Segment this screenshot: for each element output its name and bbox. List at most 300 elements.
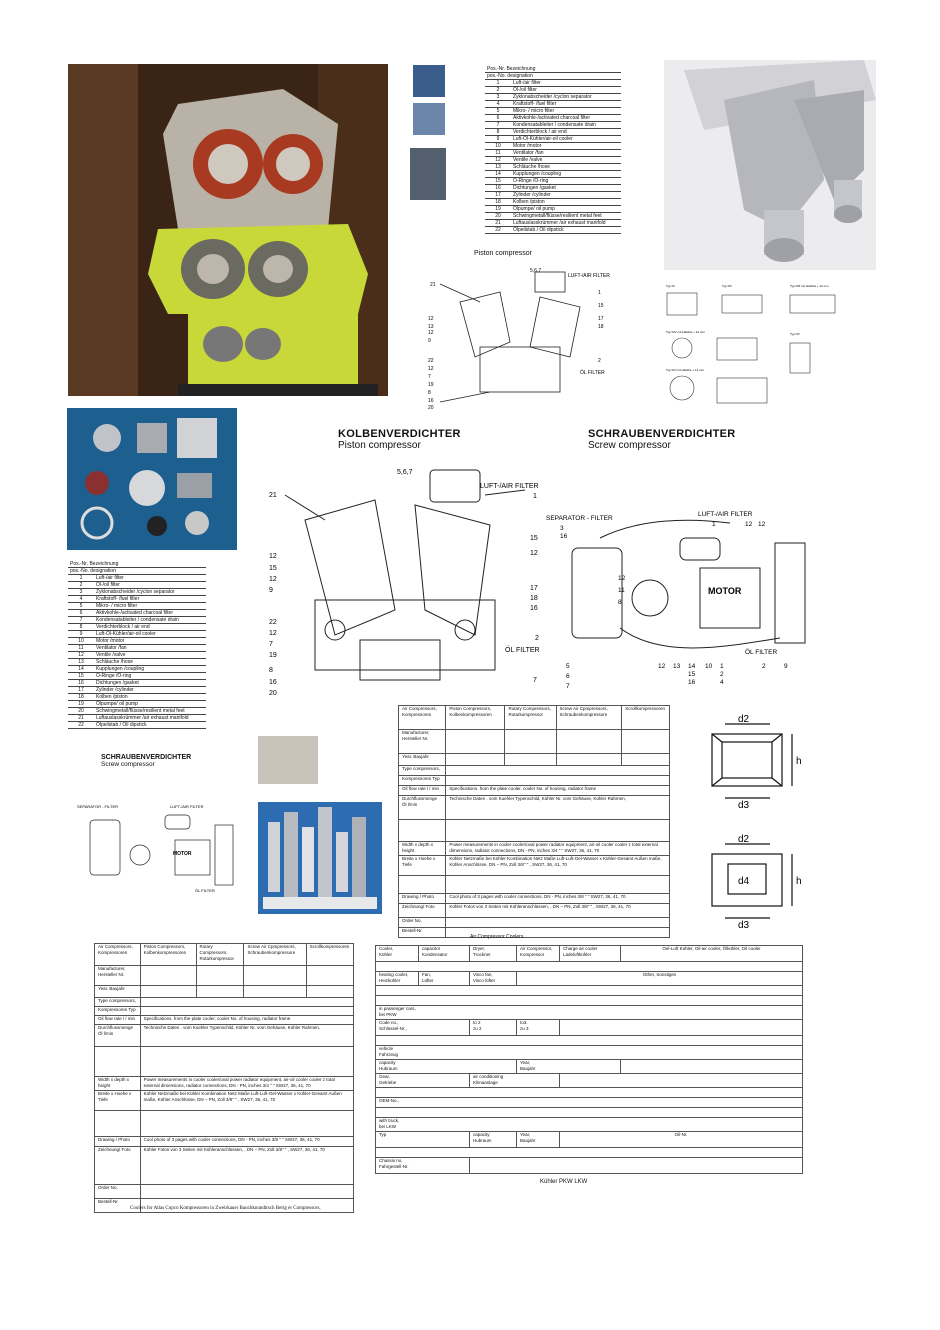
parts-top-row: [485, 122, 621, 129]
parts-top-designation: Mikro- / micro filter: [511, 108, 621, 115]
cf-capacity2: capacity: [473, 1132, 490, 1137]
parts-top-designation: Motor /motor: [511, 143, 621, 150]
kolben-label-1: 1: [533, 493, 537, 500]
parts-left-row: [68, 708, 206, 715]
schraub-small-motor: MOTOR: [173, 851, 192, 857]
ring2-d3: d3: [738, 920, 750, 931]
schraub-label-b1: 1: [720, 663, 724, 670]
bform-oilflow: Oil flow rate l / min: [95, 1016, 141, 1025]
parts-top-pos: 4: [485, 101, 511, 108]
cf-vehicle: vehicle: [379, 1046, 394, 1051]
cf-gear: Gear,: [379, 1074, 391, 1079]
parts-top-designation: Dichtungen /gasket: [511, 185, 621, 192]
bform-oilflow-spec: Specifications. from the plate cooler, cooler No. of housing, radiator frame: [140, 1016, 353, 1025]
parts-left-designation: Kondensatableiter / condensate drain: [94, 617, 206, 624]
kolben-label-airfilter: LUFT-/AIR FILTER: [480, 483, 539, 490]
bform-manufacturer: Manufacturer, Hersteller Nr.: [95, 966, 141, 986]
filter-cartridges-photo-1: [258, 736, 318, 784]
parts-top-row: [485, 136, 621, 143]
bform-order: Order No,: [95, 1185, 141, 1199]
schraub-small-oilfilter: ÖL FILTER: [195, 888, 215, 893]
cf-hubraum: Hubraum: [379, 1066, 398, 1071]
schraub-label-b4: 4: [720, 679, 724, 686]
bottom-left-caption: Coolers for Atlas Copco Kompressoren in Zweirkauer Bauchknundtrsch Berig er Compressors,: [130, 1206, 321, 1211]
filter-cartridges-photo-2: [258, 802, 382, 914]
filter-thumbnail-1: [413, 65, 445, 97]
form-oilflow-spec: Specifications. from the plate cooler, cooler No. of housing, radiator frame: [446, 786, 670, 796]
cf-viscoluefter: Visco lüfter: [473, 978, 496, 983]
parts-top-row: [485, 227, 621, 234]
svg-text:LUFT-/AIR FILTER: LUFT-/AIR FILTER: [568, 273, 610, 279]
cf-luefter: Lüfter: [422, 978, 434, 983]
schraub-label-oilfilter: ÖL FILTER: [745, 649, 778, 656]
cf-sonstiges: Sonstiges: [656, 972, 677, 977]
parts-top-row: [485, 115, 621, 122]
parts-top-row: [485, 150, 621, 157]
parts-left-designation: Ventilator /fan: [94, 645, 206, 652]
form-breite-spec: Kühler Netzmaße bei Kühler Kombination Netz Maße Luft-Luft-Oel-Wasser x Kühler-Gesamt Außen maße, Kühler Anschlüsse, DN – PN, Zoll 3/8" " , SW27, 36, 41, 70: [446, 856, 670, 876]
parts-left-row: [68, 575, 206, 582]
svg-text:17: 17: [598, 316, 604, 322]
compressor-housing-photo: [68, 64, 388, 396]
cf-truck: with truck,: [379, 1118, 400, 1123]
parts-top-pos: 13: [485, 164, 511, 171]
svg-text:21: 21: [430, 282, 436, 288]
parts-left-pos: 4: [68, 596, 94, 603]
form-width-spec: Power measurements in cooler cooler/oval power radiator equipment, air-oil cooler cooler z total external dimensions, radiator connections, DN - PN, inches 3/4 " " SW27, 36, 41, 70: [446, 842, 670, 856]
cf-hubraum2: Hubraum: [473, 1138, 492, 1143]
parts-left-designation: Ölpumpe/ oil pump: [94, 701, 206, 708]
parts-left-row: [68, 638, 206, 645]
parts-top-row: [485, 101, 621, 108]
form-width: Width x depth x height: [399, 842, 446, 856]
svg-text:12: 12: [428, 366, 434, 372]
bform-breite: Breite x Hoehe x Tiefe: [95, 1091, 141, 1111]
cf-visco: Visco fan,: [473, 972, 493, 977]
kolben-label-15: 15: [530, 535, 538, 542]
cf-dryer: Dryer,: [473, 946, 486, 951]
svg-text:2: 2: [598, 358, 601, 364]
cf-capacity: capacity: [379, 1060, 396, 1065]
svg-text:Typ DIII mit Halsfüs + 12 mm: Typ DIII mit Halsfüs + 12 mm: [790, 284, 829, 288]
svg-text:7: 7: [428, 374, 431, 380]
parts-top-row: [485, 129, 621, 136]
piston-compressor-small-title: Piston compressor: [474, 250, 532, 257]
parts-top-designation: O-Ringe /O-ring: [511, 178, 621, 185]
parts-left-row: [68, 722, 206, 729]
parts-top-designation: Ventilator /fan: [511, 150, 621, 157]
parts-left-pos: 3: [68, 589, 94, 596]
cf-to2: to 2: [473, 1020, 481, 1025]
ring-seal-drawing-1: [700, 712, 810, 812]
parts-left-pos: 12: [68, 652, 94, 659]
bform-width-spec: Power measurements in cooler cooler/oval power radiator equipment, air-oil cooler cooler z total external dimensions, radiator connections, DN - PN, inches 3/4 " " SW27, 36, 41, 70: [140, 1077, 353, 1091]
bform-durchfluss-spec: Technische Daten . vom Kuehler Typenschild, Kühler Nr. vom Gehäuse, Kühler Rahmen,: [140, 1025, 353, 1047]
parts-left-row: [68, 617, 206, 624]
parts-top-designation: Ventile /valve: [511, 157, 621, 164]
cf-kondensator: Kondensator: [422, 952, 448, 957]
form-zeichnung-spec: Kühler Fotos von 3 Seiten mit Kühleranschlüssen, , DN – PN, Zoll 3/8" " , SW27, 36, 41, 70: [446, 904, 670, 918]
parts-top-designation: Zylinder /cylinder: [511, 192, 621, 199]
parts-left-pos: 10: [68, 638, 94, 645]
schraub-label-5: 5: [566, 663, 570, 670]
parts-left-row: [68, 680, 206, 687]
svg-text:Typ DV mit Halsfüs + 12 mm: Typ DV mit Halsfüs + 12 mm: [666, 368, 705, 372]
parts-top-pos: 20: [485, 213, 511, 220]
form-col-screw: Screw Air Cpmpressors, Schraubenkompressore: [556, 706, 622, 730]
parts-top-designation: Öl-/oil filter: [511, 87, 621, 94]
parts-top-pos: 2: [485, 87, 511, 94]
bform-drawing-spec: Cool photo of 3 pages with cooler connections, DN - PN, inches 3/8 " " SW27, 36, 41, 70: [140, 1137, 353, 1147]
schraub-title: [588, 428, 736, 451]
parts-left-designation: Motor /motor: [94, 638, 206, 645]
schraub-label-airfilter: LUFT-/AIR FILTER: [698, 511, 753, 518]
ring1-d3: d3: [738, 800, 750, 811]
bform-type-de: Kompressoren Typ: [95, 1007, 141, 1016]
bform-zeichnung-spec: Kühler Fotos von 3 Seiten mit Kühleranschlüssen, , DN – PN, Zoll 3/8" " , SW27, 36, 41, 70: [140, 1147, 353, 1185]
schraub-label-2: 2: [762, 663, 766, 670]
svg-text:Typ DII: Typ DII: [722, 284, 732, 288]
form-durchfluss: Durchflussmenge Öl l/min: [399, 796, 446, 820]
parts-top-designation: Ölpeilstab / Oil dipstick: [511, 227, 621, 234]
schraub-label-9: 9: [784, 663, 788, 670]
form-year: Year, Baujahr: [399, 754, 446, 766]
parts-left-pos: 20: [68, 708, 94, 715]
schraub-small-title-de: SCHRAUBENVERDICHTER: [101, 754, 192, 761]
schraub-label-8: 8: [618, 599, 622, 606]
bform-zeichnung: Zeichnung/ Foto: [95, 1147, 141, 1185]
schraub-label-b16: 16: [688, 679, 696, 686]
cf-fan: Fan,: [422, 972, 432, 977]
schraub-label-b2: 2: [720, 671, 724, 678]
cf-oem: OEM-No.,: [376, 1098, 803, 1108]
bform-col-screw: Screw Air Cpmpressors, Schraubenkompressore: [244, 944, 306, 966]
parts-top-row: [485, 94, 621, 101]
kolben-label-2: 2: [535, 635, 539, 642]
parts-left-designation: Dichtungen /gasket: [94, 680, 206, 687]
svg-text:1: 1: [598, 290, 601, 296]
parts-top-designation: Luft-Öl-Kühler/air-oil cooler: [511, 136, 621, 143]
svg-text:20: 20: [428, 405, 434, 411]
parts-left-pos: 5: [68, 603, 94, 610]
screw-rotors-photo: [664, 60, 876, 270]
parts-top-designation: Aktivkohle-/activated charcoal filter: [511, 115, 621, 122]
form-breite: Breite x Hoehe x Tiefe: [399, 856, 446, 876]
parts-top-pos: 8: [485, 129, 511, 136]
parts-left-pos: 11: [68, 645, 94, 652]
parts-left-row: [68, 624, 206, 631]
parts-top-pos: 19: [485, 206, 511, 213]
ring2-h: h: [796, 876, 802, 887]
cf-year: Year,: [520, 1060, 531, 1065]
cf-other: Other,: [642, 972, 656, 977]
schraub-label-b15: 15: [688, 671, 696, 678]
schraub-label-b10: 10: [705, 663, 713, 670]
parts-left-pos: 9: [68, 631, 94, 638]
parts-left-pos: 21: [68, 715, 94, 722]
kolben-label-7b: 7: [533, 677, 537, 684]
schraub-label-motor: MOTOR: [708, 586, 742, 596]
kolben-label-12c: 12: [530, 550, 538, 557]
spec-form-bottom: [94, 943, 354, 1213]
parts-top-row: [485, 157, 621, 164]
cf-typ: Typ: [376, 1132, 470, 1148]
cf-heating: heating cooler,: [379, 972, 409, 977]
parts-top-pos: 6: [485, 115, 511, 122]
parts-top-pos: 1: [485, 80, 511, 87]
parts-left-row: [68, 666, 206, 673]
parts-top-pos: 18: [485, 199, 511, 206]
parts-left-pos: 16: [68, 680, 94, 687]
parts-left-designation: Schwingmetall/flüsse/resilient metal feet: [94, 708, 206, 715]
compressor-parts-photo: [67, 408, 237, 550]
schraub-title-en: Screw compressor: [588, 440, 671, 451]
schraub-small-title: [101, 754, 191, 768]
parts-top-row: [485, 192, 621, 199]
parts-left-pos: 15: [68, 673, 94, 680]
parts-top-pos: 12: [485, 157, 511, 164]
cf-pkw: bei PKW: [379, 1012, 397, 1017]
cf-passenger: in passenger cars,: [379, 1006, 416, 1011]
parts-top-row: [485, 164, 621, 171]
cooler-form-title: Air Compressor Coolers: [470, 934, 524, 940]
form-drawing-spec: Cool photo of 3 pages with cooler connections, DN - PN, inches 3/8 " " SW27, 36, 41, 70: [446, 894, 670, 904]
parts-top-designation: Zyklonabscheider /cyclon separator: [511, 94, 621, 101]
svg-text:15: 15: [598, 303, 604, 309]
form-bestell: Bestell-Nr.: [399, 928, 446, 938]
bform-bestell: Bestell-Nr.: [95, 1199, 141, 1213]
parts-left-row: [68, 610, 206, 617]
cf-heizkuehler: Heizkühler: [379, 978, 401, 983]
ring2-d4: d4: [738, 876, 750, 887]
parts-top-pos: 5: [485, 108, 511, 115]
schraub-label-b14: 14: [688, 663, 696, 670]
form-col-piston: Piston Compressors, Kolbenkompressoren: [446, 706, 505, 730]
schraub-label-1: 1: [712, 521, 716, 528]
cf-ladeluft: Ladeluftkühler: [563, 952, 592, 957]
schraub-label-12a: 12: [745, 521, 753, 528]
parts-left-designation: Zyklonabscheider /cyclon separator: [94, 589, 206, 596]
parts-left-designation: Luft-/air filter: [94, 575, 206, 582]
parts-left-pos: 13: [68, 659, 94, 666]
cf-zu3: zu 3: [520, 1026, 529, 1031]
seal-ring-technical-drawings: [662, 283, 882, 413]
parts-left-designation: Kraftstoff- /fuel filter: [94, 596, 206, 603]
kolben-title-en: Piston compressor: [338, 440, 421, 451]
parts-top-row: [485, 199, 621, 206]
parts-top-designation: Verdichterblock / air end: [511, 129, 621, 136]
kolben-label-12b: 12: [269, 576, 277, 583]
bform-col-rotary: Rotary Compressors, Rotarkompressor: [196, 944, 244, 966]
schraub-label-12c: 12: [618, 575, 626, 582]
parts-left-row: [68, 694, 206, 701]
cf-trockner: Trockner: [473, 952, 491, 957]
parts-left-row: [68, 659, 206, 666]
parts-left-designation: Öl-/oil filter: [94, 582, 206, 589]
parts-left-pos: 22: [68, 722, 94, 729]
piston-compressor-small-drawing: [420, 262, 620, 412]
parts-top-designation: Ölpumpe/ oil pump: [511, 206, 621, 213]
schraub-label-b13: 13: [673, 663, 681, 670]
parts-left-row: [68, 589, 206, 596]
cf-cooler: Cooler,: [379, 946, 394, 951]
form-col-scroll: Scrollkompressoren: [622, 706, 670, 730]
schraub-label-3: 3: [560, 525, 564, 532]
svg-text:ÖL FILTER: ÖL FILTER: [580, 370, 605, 376]
kolben-label-12a: 12: [269, 553, 277, 560]
kolben-label-20: 20: [269, 690, 277, 697]
parts-top-row: [485, 220, 621, 227]
parts-top-pos: 14: [485, 171, 511, 178]
parts-top-pos: 7: [485, 122, 511, 129]
form-durchfluss-spec: Technische Daten . vom Kuehler Typenschild, Kühler Nr. vom Gehäuse, Kühler Rahmen,: [446, 796, 670, 820]
schraub-label-7: 7: [566, 683, 570, 690]
parts-left-row: [68, 582, 206, 589]
cf-fahrzeug: Fahrzeug: [379, 1052, 399, 1057]
parts-left-designation: O-Ringe /O-ring: [94, 673, 206, 680]
form-col-rotary: Rotary Compressors, Rotarkompressor: [505, 706, 556, 730]
cf-to3: to3.: [520, 1020, 528, 1025]
parts-top-row: [485, 178, 621, 185]
parts-top-pos: 3: [485, 94, 511, 101]
kolben-label-12d: 12: [269, 630, 277, 637]
cf-aircon: air conditioning: [473, 1074, 504, 1079]
parts-top-designation: Schwingmetall/flüsse/resilient metal feet: [511, 213, 621, 220]
bform-year: Year, Baujahr: [95, 986, 141, 998]
schraub-title-de: SCHRAUBENVERDICHTER: [588, 428, 736, 440]
ring2-d2: d2: [738, 834, 750, 845]
cf-kompressor: Kompressor: [520, 952, 545, 957]
parts-header-en: pos.-No. designation: [485, 73, 621, 80]
parts-left-pos: 2: [68, 582, 94, 589]
bform-durchfluss: Durchflussmenge Öl l/min: [95, 1025, 141, 1047]
cf-getriebe: Getriebe: [379, 1080, 397, 1085]
parts-left-row: [68, 673, 206, 680]
schraub-small-separator: SEPARATOR - FILTER: [77, 804, 119, 809]
parts-left-row: [68, 652, 206, 659]
form-oilflow: Oil flow rate l / min: [399, 786, 446, 796]
schraub-small-title-en: Screw compressor: [101, 761, 155, 768]
cf-schluessel: Schlüssel-Nr.,: [379, 1026, 407, 1031]
bform-type: Type compressors,: [95, 998, 141, 1007]
ring-seal-drawing-2: [700, 832, 810, 932]
svg-text:18: 18: [598, 324, 604, 330]
kolben-label-16: 16: [269, 679, 277, 686]
parts-top-designation: Kraftstoff- /fuel filter: [511, 101, 621, 108]
form-type-de: Kompressoren Typ: [399, 776, 446, 786]
schraub-small-airfilter: LUFT-/AIR FILTER: [170, 804, 204, 809]
cooler-form: [375, 945, 803, 1174]
cf-kuehler: Kühler: [379, 952, 393, 957]
parts-top-pos: 9: [485, 136, 511, 143]
svg-text:5,6,7: 5,6,7: [530, 268, 542, 274]
parts-top-pos: 16: [485, 185, 511, 192]
parts-left-designation: Verdichterblock / air end: [94, 624, 206, 631]
cf-aircomp: Air Compressor,: [520, 946, 553, 951]
schraub-label-6: 6: [566, 673, 570, 680]
schraub-label-11: 11: [618, 587, 625, 594]
cf-year2: Year,: [520, 1132, 531, 1137]
parts-left-row: [68, 701, 206, 708]
kolben-label-9: 9: [269, 587, 273, 594]
parts-left-pos: 6: [68, 610, 94, 617]
parts-top-designation: Schläuche /hose: [511, 164, 621, 171]
form-type: Type compressors,: [399, 766, 446, 776]
filter-thumbnail-2: [413, 103, 445, 135]
parts-left-designation: Mikro- / micro filter: [94, 603, 206, 610]
svg-text:8: 8: [428, 390, 431, 396]
form-drawing: Drawing / Photo: [399, 894, 446, 904]
cf-baujahr2: Baujahr: [520, 1138, 536, 1143]
parts-list-left: [68, 561, 206, 729]
bform-col-scroll: Scrollkompressoren: [306, 944, 353, 966]
cf-chassis: Chassis no,: [379, 1158, 403, 1163]
cf-lkw: bei LKW: [379, 1124, 397, 1129]
form-zeichnung: Zeichnung/ Foto: [399, 904, 446, 918]
svg-text:Typ DIV mit Halsfüs + 12 mm: Typ DIV mit Halsfüs + 12 mm: [666, 330, 705, 334]
form-manufacturer: Manufacturer, Hersteller Nr.: [399, 730, 446, 754]
kolben-label-567: 5,6,7: [397, 469, 413, 476]
cf-zu2: zu 2: [473, 1026, 482, 1031]
kolben-label-15a: 15: [269, 565, 277, 572]
parts-left-pos: 1: [68, 575, 94, 582]
cf-oil-air: Oel-Luft Kühler, Oil-air cooler, Ölkühler, Oil cooler: [662, 946, 761, 951]
kolben-label-7: 7: [269, 641, 273, 648]
cf-fahrgestell: Fahrgestell-Nr.: [379, 1164, 409, 1169]
parts-top-designation: Kondensatableiter / condensate drain: [511, 122, 621, 129]
svg-text:12: 12: [428, 316, 434, 322]
kolben-label-oilfilter: ÖL FILTER: [505, 647, 540, 654]
parts-top-pos: 15: [485, 178, 511, 185]
parts-top-row: [485, 213, 621, 220]
kolben-title-de: KOLBENVERDICHTER: [338, 428, 461, 440]
cf-baujahr: Baujahr: [520, 1066, 536, 1071]
bform-col-air: Air Compressors, Kompressoren: [95, 944, 141, 966]
kolben-title: [338, 428, 461, 451]
parts-left-designation: Aktivkohle-/activated charcoal filter: [94, 610, 206, 617]
parts-top-row: [485, 171, 621, 178]
parts-header-de: Pos.-Nr. Bezeichnung: [485, 66, 621, 73]
parts-left-row: [68, 603, 206, 610]
parts-top-designation: Luft-/air filter: [511, 80, 621, 87]
parts-left-header-en: pos.-No. designation: [68, 568, 206, 575]
svg-text:13: 13: [428, 324, 434, 330]
parts-top-pos: 17: [485, 192, 511, 199]
ring1-d2: d2: [738, 714, 750, 725]
svg-text:22: 22: [428, 358, 434, 364]
parts-left-row: [68, 645, 206, 652]
svg-text:12: 12: [428, 330, 434, 336]
svg-text:Typ DI: Typ DI: [666, 284, 675, 288]
kolben-label-8: 8: [269, 667, 273, 674]
parts-left-designation: Luft-Öl-Kühler/air-oil cooler: [94, 631, 206, 638]
form-order: Order No,: [399, 918, 446, 928]
spec-form-middle: [398, 705, 670, 938]
schraub-label-12b: 12: [758, 521, 766, 528]
cf-klima: Klimaanlage: [473, 1080, 498, 1085]
svg-text:9: 9: [428, 338, 431, 344]
parts-top-pos: 21: [485, 220, 511, 227]
parts-left-row: [68, 687, 206, 694]
schraub-label-16: 16: [560, 533, 568, 540]
piston-compressor-drawing: [265, 460, 555, 700]
parts-top-pos: 11: [485, 150, 511, 157]
parts-left-pos: 14: [68, 666, 94, 673]
svg-text:Typ KP: Typ KP: [790, 332, 800, 336]
bform-breite-spec: Kühler Netzmaße bei Kühler Kombination Netz Maße Luft-Luft-Oel-Wasser x Kühler-Gesamt Außen maße, Kühler Anschlüsse, DN – PN, Zoll 3/8" " , SW27, 36, 41, 70: [140, 1091, 353, 1111]
parts-top-row: [485, 206, 621, 213]
kolben-label-22: 22: [269, 619, 277, 626]
